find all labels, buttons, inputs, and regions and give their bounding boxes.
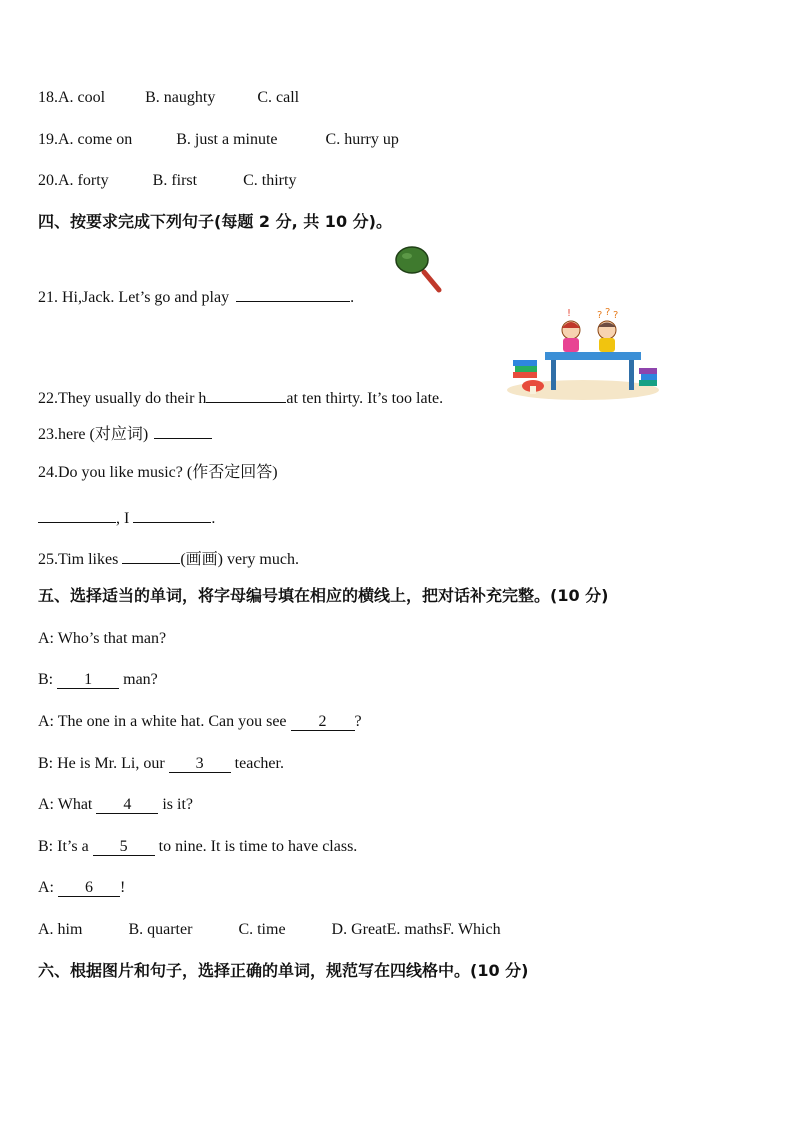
dialogue-line-6: B: It’s a 5 to nine. It is time to have class.: [38, 838, 358, 855]
question-number: 19.: [38, 131, 58, 148]
dialogue-blank-4[interactable]: 4: [96, 796, 158, 814]
svg-text:!: !: [567, 308, 572, 319]
question-text: 21. Hi,Jack. Let’s go and play: [38, 289, 230, 306]
svg-text:?: ?: [613, 310, 619, 321]
section-5-heading: 五、选择适当的单词，将字母编号填在相应的横线上，把对话补充完整。(10 分): [38, 586, 609, 605]
paddle-handle: [424, 272, 439, 290]
question-22: 22.They usually do their h at ten thirty. It’s too late.: [38, 385, 443, 409]
option-d: D. GreatE. mathsF. Which: [331, 921, 501, 938]
svg-text:?: ?: [597, 310, 603, 321]
dialogue-blank-2[interactable]: 2: [291, 713, 355, 731]
desk: [545, 352, 641, 360]
option-a: A. come on: [58, 131, 133, 148]
option-b: B. just a minute: [176, 131, 278, 148]
dialogue-line-3: A: The one in a white hat. Can you see 2 ?: [38, 713, 362, 730]
dialogue-line-4: B: He is Mr. Li, our 3 teacher.: [38, 755, 284, 772]
question-25: 25.Tim likes (画画) very much.: [38, 546, 299, 570]
option-c: C. hurry up: [325, 131, 399, 148]
option-c: C. call: [257, 89, 300, 106]
option-c: C. thirty: [243, 172, 297, 189]
section-5-options: [38, 920, 501, 940]
question-text: 24.Do you like music? (作否定回答): [38, 464, 278, 481]
section-4-heading: 四、按要求完成下列句子(每题 2 分, 共 10 分)。: [38, 212, 392, 231]
question-text: 25.Tim likes: [38, 551, 119, 568]
dialogue-line-7: A: 6 !: [38, 879, 126, 896]
paddle-blade: [396, 247, 428, 273]
option-c: C. time: [238, 921, 286, 938]
answer-blank[interactable]: [236, 284, 350, 302]
children-studying-image: [503, 306, 661, 402]
question-21: 21. Hi,Jack. Let’s go and play .: [38, 284, 354, 308]
question-18: [38, 88, 299, 108]
option-a: A. cool: [58, 89, 106, 106]
dialogue-blank-1[interactable]: 1: [57, 671, 119, 689]
question-text: 23.here (对应词): [38, 426, 149, 443]
question-23: [38, 421, 212, 445]
ping-pong-paddle-image: [394, 244, 446, 294]
dialogue-blank-6[interactable]: 6: [58, 879, 120, 897]
question-24-answer-line: , I .: [38, 505, 215, 529]
option-b: B. naughty: [145, 89, 216, 106]
option-b: B. quarter: [128, 921, 193, 938]
answer-blank[interactable]: [38, 505, 116, 523]
section-6-heading: 六、根据图片和句子，选择正确的单词，规范写在四线格中。(10 分): [38, 961, 529, 980]
question-number: 20.: [38, 172, 58, 189]
question-text: 22.They usually do their h: [38, 390, 207, 407]
question-20: [38, 171, 296, 191]
answer-blank[interactable]: [133, 505, 211, 523]
question-19: [38, 130, 399, 150]
book-icon: [513, 360, 537, 366]
dialogue-line-1: A: Who’s that man?: [38, 630, 167, 647]
dialogue-blank-3[interactable]: 3: [169, 755, 231, 773]
option-a: A. him: [38, 921, 83, 938]
option-a: A. forty: [58, 172, 109, 189]
answer-blank[interactable]: [122, 546, 180, 564]
answer-blank[interactable]: [154, 421, 212, 439]
question-number: 18.: [38, 89, 58, 106]
question-24: [38, 463, 278, 483]
dialogue-line-5: A: What 4 is it?: [38, 796, 194, 813]
option-b: B. first: [152, 172, 198, 189]
svg-text:?: ?: [605, 307, 611, 318]
dialogue-line-2: B: 1 man?: [38, 671, 158, 688]
answer-blank[interactable]: [206, 385, 286, 403]
dialogue-blank-5[interactable]: 5: [93, 838, 155, 856]
